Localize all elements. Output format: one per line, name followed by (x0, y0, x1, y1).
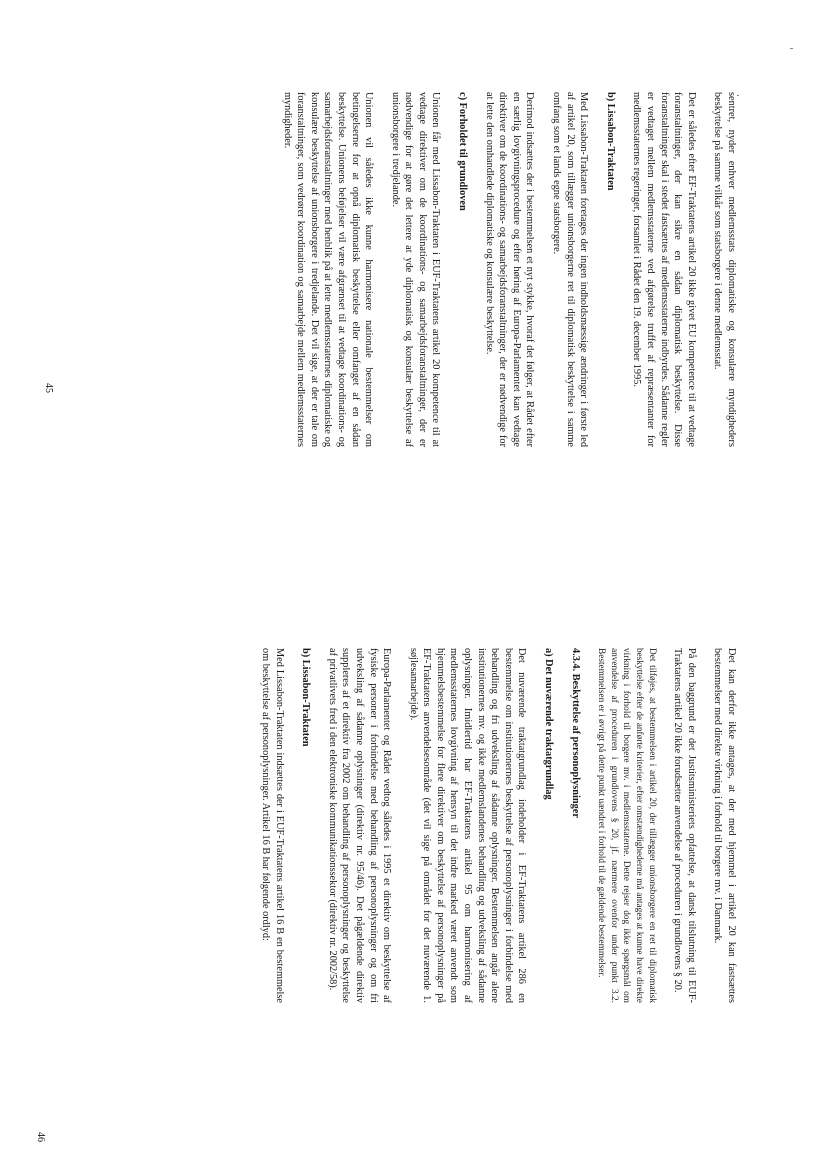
paragraph: På den baggrund er det Justitsministeriets opfattelse, at dansk tilslutning til EUF-Traktatens artikel 20 ikke forudsætter anvendelse af proceduren i grundlovens § 20. (672, 648, 697, 1003)
paragraph: Med Lissabon-Traktaten foretages der ingen indholdsmæssige ændringer i første led af artikel 20, som tillægger unionsborgerne ret til diplomatisk beskyttelse i samme omfang som et lands egne statsborgere. (551, 92, 590, 447)
paragraph: Det nuværende traktatgrundlag indeholder i EF-Traktatens artikel 286 en bestemmelse om institutionernes beskyttelse af personoplysninger i forbindelse med behandling og fri udveksling af sådanne oplysninger. Bestemmelsen angår alene institutionernes mv. og ikke medlemslandenes behandling og udveksling af sådanne oplysninger. Imidlertid har EF-Traktatens artikel 95 om harmonisering af medlemsstaternes lovgivning af hensyn til det indre marked været anvendt som hjemmelsbestemmelse for flere direktiver om beskyttelse af personoplysninger på EF-Traktatens anvendelsesområde (det vil sige på området for det nuværende 1. søjlesamarbejde). (407, 648, 528, 1003)
footnote-paragraph: Det tilføjes, at bestemmelsen i artikel 20, der tillægger unionsborgere en ret til diplomatisk beskyttelse efter de anførte kriterier, efter omstændighederne må antages at kunne have direkte virkning i forhold til borgere mv. i medlemsstaterne. Dette rejser dog ikke spørgsmål om anvendelse af proceduren i grundlovens § 20, jf. nærmere ovenfor under punkt 3.2. Bestemmelsen er i øvrigt på dette punkt uændret i forhold til de gældende bestemmelser. (596, 648, 657, 1003)
scan-speck (790, 48, 793, 49)
paragraph: Europa-Parlamentet og Rådet vedtog således i 1995 et direktiv om beskyttelse af fysiske personer i forbindelse med behandling af personoplysninger og om fri udveksling af sådanne oplysninger (direktiv nr. 95/46). Det pågældende direktiv suppleres af et direktiv fra 2002 om behandling af personoplysninger og beskyttelse af privatlivets fred i den elektroniske kommunikationssektor (direktiv nr. 2002/58). (326, 648, 393, 1003)
paragraph: Det er således efter EF-Traktatens artikel 20 ikke givet EU kompetence til at vedtage foranstaltninger, der kan sikre en sådan diplomatisk beskyttelse. Disse foranstaltninger skal i stedet fastsættes af medlemsstaterne indbyrdes. Sådanne regler er vedtaget mellem medlemsstaterne ved afgørelse truffet af repræsentanter for medlemsstaternes regeringer, forsamlet i Rådet den 19. december 1995. (631, 92, 697, 447)
section-heading: c) Forholdet til grundloven (457, 92, 469, 211)
section-heading: b) Lissabon-Traktaten (604, 92, 616, 191)
paragraph: Unionen får med Lissabon-Traktaten i EUF-Traktatens artikel 20 kompetence til at vedtage direktiver om de koordinations- og samarbejdsforanstaltninger, der er nødvendige for at gøre det lettere at yde diplomatisk og konsulær beskyttelse af unionsborgere i tredjelande. (389, 92, 442, 447)
paragraph: Med Lissabon-Traktaten indsættes der i EUF-Traktatens artikel 16 B en bestemmelse om beskyttelse af personoplysninger. Artikel 16 B har følgende ordlyd: (259, 648, 285, 1003)
paragraph: Unionen vil således ikke kunne harmonisere nationale bestemmelser om betingelserne for at opnå diplomatisk beskyttelse eller omfanget af en sådan beskyttelse. Unionens beføjelser vil være afgrænset til at vedtage koordinations- og samarbejdsforanstaltninger med henblik på at lette medlemsstaternes diplomatiske og konsulære beskyttelse af unionsborgere i tredjelande. Det vil sige, at der er tale om foranstaltninger, som vedrører koordination og samarbejde mellem medlemsstaternes myndigheder. (281, 92, 375, 447)
page-left (267, 92, 738, 447)
page-number: 45 (43, 383, 54, 393)
section-heading: 4.3.4. Beskyttelse af personoplysninger (569, 648, 581, 818)
section-heading: b) Lissabon-Traktaten (300, 648, 312, 747)
page-number: 46 (35, 1132, 46, 1142)
paragraph: Det kan derfor ikke antages, at der med hjemmel i artikel 20 kan fastsættes bestemmelser med direkte virkning i forhold til borgere mv. i Danmark. (712, 648, 737, 1003)
scan-speck (737, 95, 739, 96)
page-right (245, 648, 738, 1003)
paragraph: sentret, nyder enhver medlemsstats diplomatiske og konsulære myndigheders beskyttelse på samme vilkår som statsborgere i denne medlemsstat. (712, 92, 737, 447)
subsection-heading: a) Det nuværende traktatgrundlag (543, 648, 555, 800)
paragraph: Derimod indsættes der i bestemmelsen et nyt stykke, hvoraf det følger, at Rådet efter en særlig lovgivningsprocedure og efter høring af Europa-Parlamentet kan vedtage direktiver om de koordinations- og samarbejdsforanstaltninger, der er nødvendige for at lette den omhandlede diplomatiske og konsulære beskyttelse. (483, 92, 536, 447)
